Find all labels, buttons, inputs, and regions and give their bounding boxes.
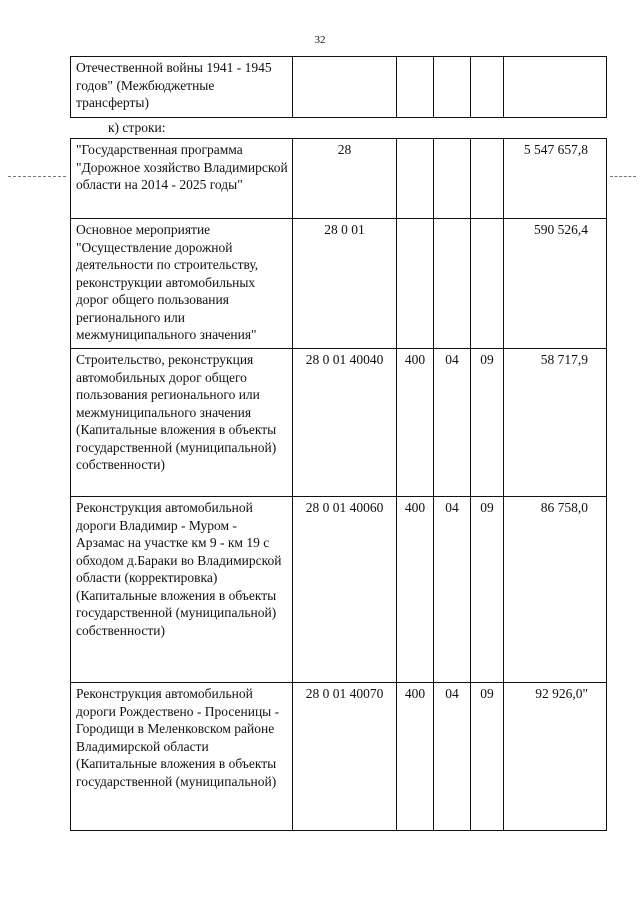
row-code: 28 <box>293 139 397 219</box>
row-sum: 590 526,4 <box>504 219 607 349</box>
row-rz <box>434 57 471 118</box>
row-pr <box>471 219 504 349</box>
row-pr: 09 <box>471 349 504 497</box>
row-sum: 92 926,0" <box>504 683 607 831</box>
table-row <box>71 57 607 118</box>
row-name: Строительство, реконструкция автомобильных дорог общего пользования регионального или межмуниципального значения (Капитальные вложения в объекты государственной (муниципальной) собственности) <box>71 349 293 497</box>
row-vr <box>397 139 434 219</box>
row-rz <box>434 219 471 349</box>
table-row <box>71 349 607 497</box>
table-row <box>71 219 607 349</box>
row-sum: 86 758,0 <box>504 497 607 683</box>
row-sum <box>504 57 607 118</box>
budget-table-continuation <box>70 56 607 118</box>
row-pr <box>471 139 504 219</box>
row-vr: 400 <box>397 349 434 497</box>
row-rz: 04 <box>434 497 471 683</box>
row-name: Реконструкция автомобильной дороги Владимир - Муром - Арзамас на участке км 9 - км 19 с обходом д.Бараки во Владимирской области (корректировка) (Капитальные вложения в объекты государственной (муниципальной) собственности) <box>71 497 293 683</box>
table-row <box>71 683 607 831</box>
row-sum: 58 717,9 <box>504 349 607 497</box>
scan-artifact-dash-right <box>610 176 636 177</box>
row-name: Основное мероприятие "Осуществление дорожной деятельности по строительству, реконструкции автомобильных дорог общего пользования регионального или межмуниципального значения" <box>71 219 293 349</box>
scan-artifact-dash-left <box>8 176 66 177</box>
table-row <box>71 139 607 219</box>
row-code: 28 0 01 40070 <box>293 683 397 831</box>
row-name: Отечественной войны 1941 - 1945 годов" (Межбюджетные трансферты) <box>71 57 293 118</box>
budget-table <box>70 138 607 831</box>
page-number: 32 <box>314 34 326 46</box>
row-code: 28 0 01 40060 <box>293 497 397 683</box>
row-pr <box>471 57 504 118</box>
row-name: "Государственная программа "Дорожное хозяйство Владимирской области на 2014 - 2025 годы" <box>71 139 293 219</box>
row-name: Реконструкция автомобильной дороги Рождествено - Просеницы - Городищи в Меленковском районе Владимирской области (Капитальные вложения в объекты государственной (муниципальной) <box>71 683 293 831</box>
row-code: 28 0 01 40040 <box>293 349 397 497</box>
row-pr: 09 <box>471 497 504 683</box>
row-sum: 5 547 657,8 <box>504 139 607 219</box>
row-rz: 04 <box>434 683 471 831</box>
row-rz: 04 <box>434 349 471 497</box>
row-vr <box>397 219 434 349</box>
row-pr: 09 <box>471 683 504 831</box>
section-label: к) строки: <box>108 120 166 135</box>
row-vr: 400 <box>397 497 434 683</box>
row-code: 28 0 01 <box>293 219 397 349</box>
row-rz <box>434 139 471 219</box>
table-row <box>71 497 607 683</box>
row-vr: 400 <box>397 683 434 831</box>
row-vr <box>397 57 434 118</box>
row-code <box>293 57 397 118</box>
